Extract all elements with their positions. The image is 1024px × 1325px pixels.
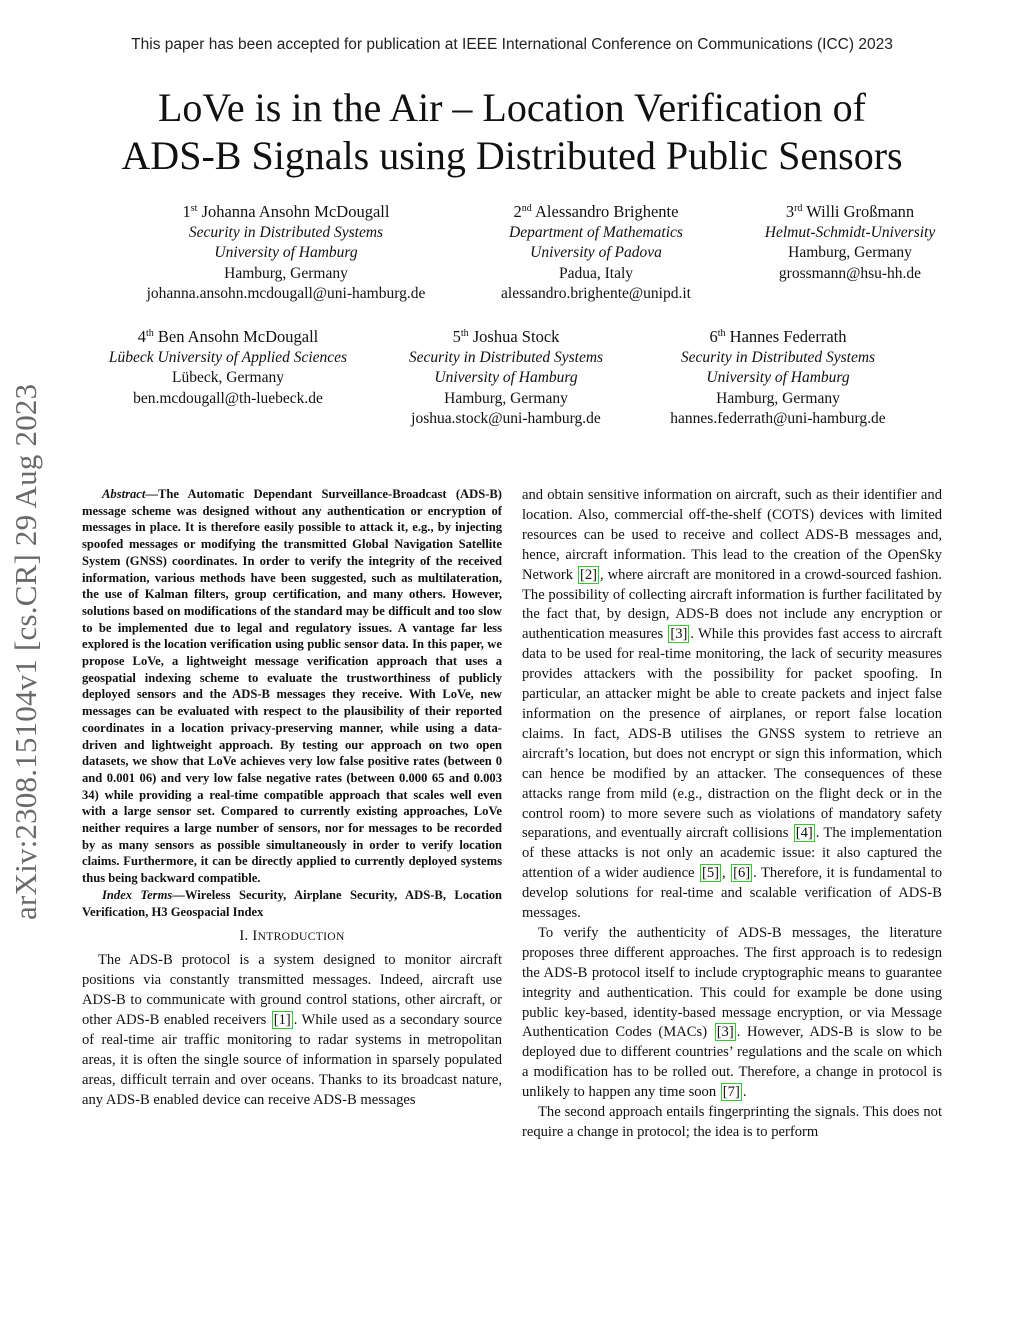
publication-notice: This paper has been accepted for publication at IEEE International Conference on Communications (ICC) 2023 (131, 36, 893, 53)
author-location: Hamburg, Germany (444, 389, 568, 407)
author-name: 3rd Willi Großmann (785, 202, 915, 221)
author-department: Lübeck University of Applied Sciences (108, 348, 348, 366)
author-institution: University of Hamburg (214, 244, 358, 262)
author-location: Hamburg, Germany (788, 244, 912, 262)
intro-paragraph: The ADS-B protocol is a system designed to monitor aircraft positions via constantly transmitted messages. Indeed, aircraft use ADS-B to communicate with ground control stations, other aircraft, or other ADS-B enabled receivers [1] . While used as a secondary source of real-time air traffic monitoring to radar systems in metropolitan areas, it is often the single source of information in sparsely populated areas, difficult terrain and over oceans. Thanks to its broadcast nature, any ADS-B enabled device can receive ADS-B messages (82, 952, 502, 1108)
author-name: 1st Johanna Ansohn McDougall (182, 202, 390, 221)
paragraph-continuation: and obtain sensitive information on aircraft, such as their identifier and location. Also, commercial off-the-shelf (COTS) devices with limited resources can be used to receive and collect ADS-B messages and, hence, aircraft information. This lead to the creation of the OpenSky Network [2] , where aircraft are monitored in a crowd-sourced fashion. The possibility of collecting aircraft information is further facilitated by the fact that, by design, ADS-B does not include any encryption or authentication measures [3] . While this provides fast access to aircraft data to be used for real-time monitoring, the lack of security measures provides attackers with the possibility for packet spoofing. In particular, an attacker might be able to create packets and inject false information on the presence of airplanes, or report false location claims. In fact, ADS-B utilises the GNSS system to retrieve an aircraft’s location, but does not encrypt or sign this information, which can hence be modified by an attacker. The consequences of these attacks range from mild (e.g., distraction on the flight deck or in the control room) to more severe such as violations of mandatory safety separations, and eventually aircraft collisions [4] . The implementation of these attacks is not only an academic issue: it also captured the attention of a wider audience [5] , [6] . Therefore, it is fundamental to develop solutions for real-time and scalable verification of ADS-B messages. (522, 487, 942, 922)
author-name: 6th Hannes Federrath (709, 327, 847, 346)
abstract-text: —The Automatic Dependant Surveillance-Broadcast (ADS-B) message scheme was designed without any authentication or encryption of messages in place. It is therefore easily possible to attack it, e.g., by injecting spoofed messages or modifying the transmitted Global Navigation Satellite System (GNSS) coordinates. In order to verify the integrity of the received information, various methods have been suggested, such as multilateration, the use of Kalman filters, group certification, and many others. However, solutions based on modifications of the standard may be difficult and too slow to be implemented due to legal and regulatory issues. A vantage far less explored is the location verification using public sensor data. In this paper, we propose LoVe, a lightweight message verification approach that uses a geospatial indexing scheme to evaluate the trustworthiness of publicly deployed sensors and the ADS-B messages they receive. With LoVe, new messages can be evaluated with respect to the plausibility of their reported coordinates in a location privacy-preserving manner, while using a data-driven and lightweight approach. By testing our approach on two open datasets, we show that LoVe achieves very low false positive rates (between 0 and 0.001 06) and very low false negative rates (between 0.000 65 and 0.003 34) while providing a real-time compatible approach that scales well even with a large sensor set. Compared to currently existing approaches, LoVe neither requires a large number of sensors, nor for messages to be recorded by as many sensors as possible simultaneously in order to verify location claims. Furthermore, it can be directly applied to currently deployed systems thus being backward compatible. (82, 487, 502, 886)
section-heading-introduction: I. INTRODUCTION (239, 928, 345, 945)
author-block-6 (646, 327, 910, 430)
author-email[interactable]: hannes.federrath@uni-hamburg.de (670, 410, 886, 428)
abstract (82, 486, 502, 887)
author-location: Lübeck, Germany (172, 369, 284, 387)
index-terms-label: Index Terms (102, 887, 173, 902)
citation-link[interactable]: [1] (273, 1011, 291, 1028)
citation-link[interactable]: [7] (722, 1084, 740, 1101)
author-block-3 (740, 202, 960, 284)
author-institution: University of Hamburg (706, 369, 850, 387)
author-block-2 (474, 202, 718, 305)
title-line-2: ADS-B Signals using Distributed Public Sensors (121, 133, 903, 178)
author-block-5 (386, 327, 626, 430)
author-name: 4th Ben Ansohn McDougall (137, 327, 319, 346)
paper-title (60, 84, 964, 180)
citation-link[interactable]: [6] (733, 865, 751, 882)
author-name: 5th Joshua Stock (452, 327, 560, 346)
author-email[interactable]: ben.mcdougall@th-luebeck.de (133, 389, 323, 407)
author-email[interactable]: grossmann@hsu-hh.de (778, 264, 922, 282)
citation-link[interactable]: [3] (670, 626, 688, 643)
index-terms (82, 887, 502, 920)
author-institution: University of Padova (530, 244, 662, 262)
index-terms-text: —Wireless Security, Airplane Security, ADS-B, Location Verification, H3 Geospacial Index (82, 887, 503, 919)
citation-link[interactable]: [5] (701, 865, 719, 882)
author-department: Department of Mathematics (509, 223, 683, 241)
author-location: Hamburg, Germany (224, 264, 348, 282)
author-location: Padua, Italy (558, 264, 634, 282)
title-line-1: LoVe is in the Air – Location Verification of (158, 85, 866, 130)
left-column (82, 486, 502, 1110)
citation-link[interactable]: [3] (716, 1024, 734, 1041)
author-email[interactable]: joshua.stock@uni-hamburg.de (411, 410, 601, 428)
citation-link[interactable]: [4] (795, 825, 813, 842)
paragraph-fingerprinting: The second approach entails fingerprinting the signals. This does not require a change in protocol; the idea is to perform (522, 1104, 942, 1140)
author-institution: University of Hamburg (434, 369, 578, 387)
citation-link[interactable]: [2] (580, 566, 598, 583)
author-block-4 (84, 327, 372, 409)
author-location: Hamburg, Germany (716, 389, 840, 407)
author-department: Security in Distributed Systems (408, 348, 604, 366)
author-department: Security in Distributed Systems (188, 223, 384, 241)
paragraph-approaches: To verify the authenticity of ADS-B messages, the literature proposes three different approaches. The first approach is to redesign the ADS-B protocol itself to include cryptographic means to guarantee integrity and authentication. This could for example be done using public key-based, identity-based message encryption, or via Message Authentication Codes (MACs) [3] . However, ADS-B is slow to be deployed due to different countries’ regulations and the scale on which a modification has to be rolled out. Therefore, a change in protocol is unlikely to happen any time soon [7] . (522, 924, 942, 1101)
abstract-label: Abstract (102, 487, 146, 501)
right-column (522, 486, 942, 1143)
author-department: Security in Distributed Systems (680, 348, 876, 366)
author-block-1 (126, 202, 446, 305)
author-email[interactable]: johanna.ansohn.mcdougall@uni-hamburg.de (146, 285, 426, 303)
author-department: Helmut-Schmidt-University (764, 223, 936, 241)
arxiv-identifier[interactable]: arXiv:2308.15104v1 [cs.CR] 29 Aug 2023 (8, 383, 43, 920)
author-email[interactable]: alessandro.brighente@unipd.it (501, 285, 691, 303)
author-name: 2nd Alessandro Brighente (513, 202, 679, 221)
